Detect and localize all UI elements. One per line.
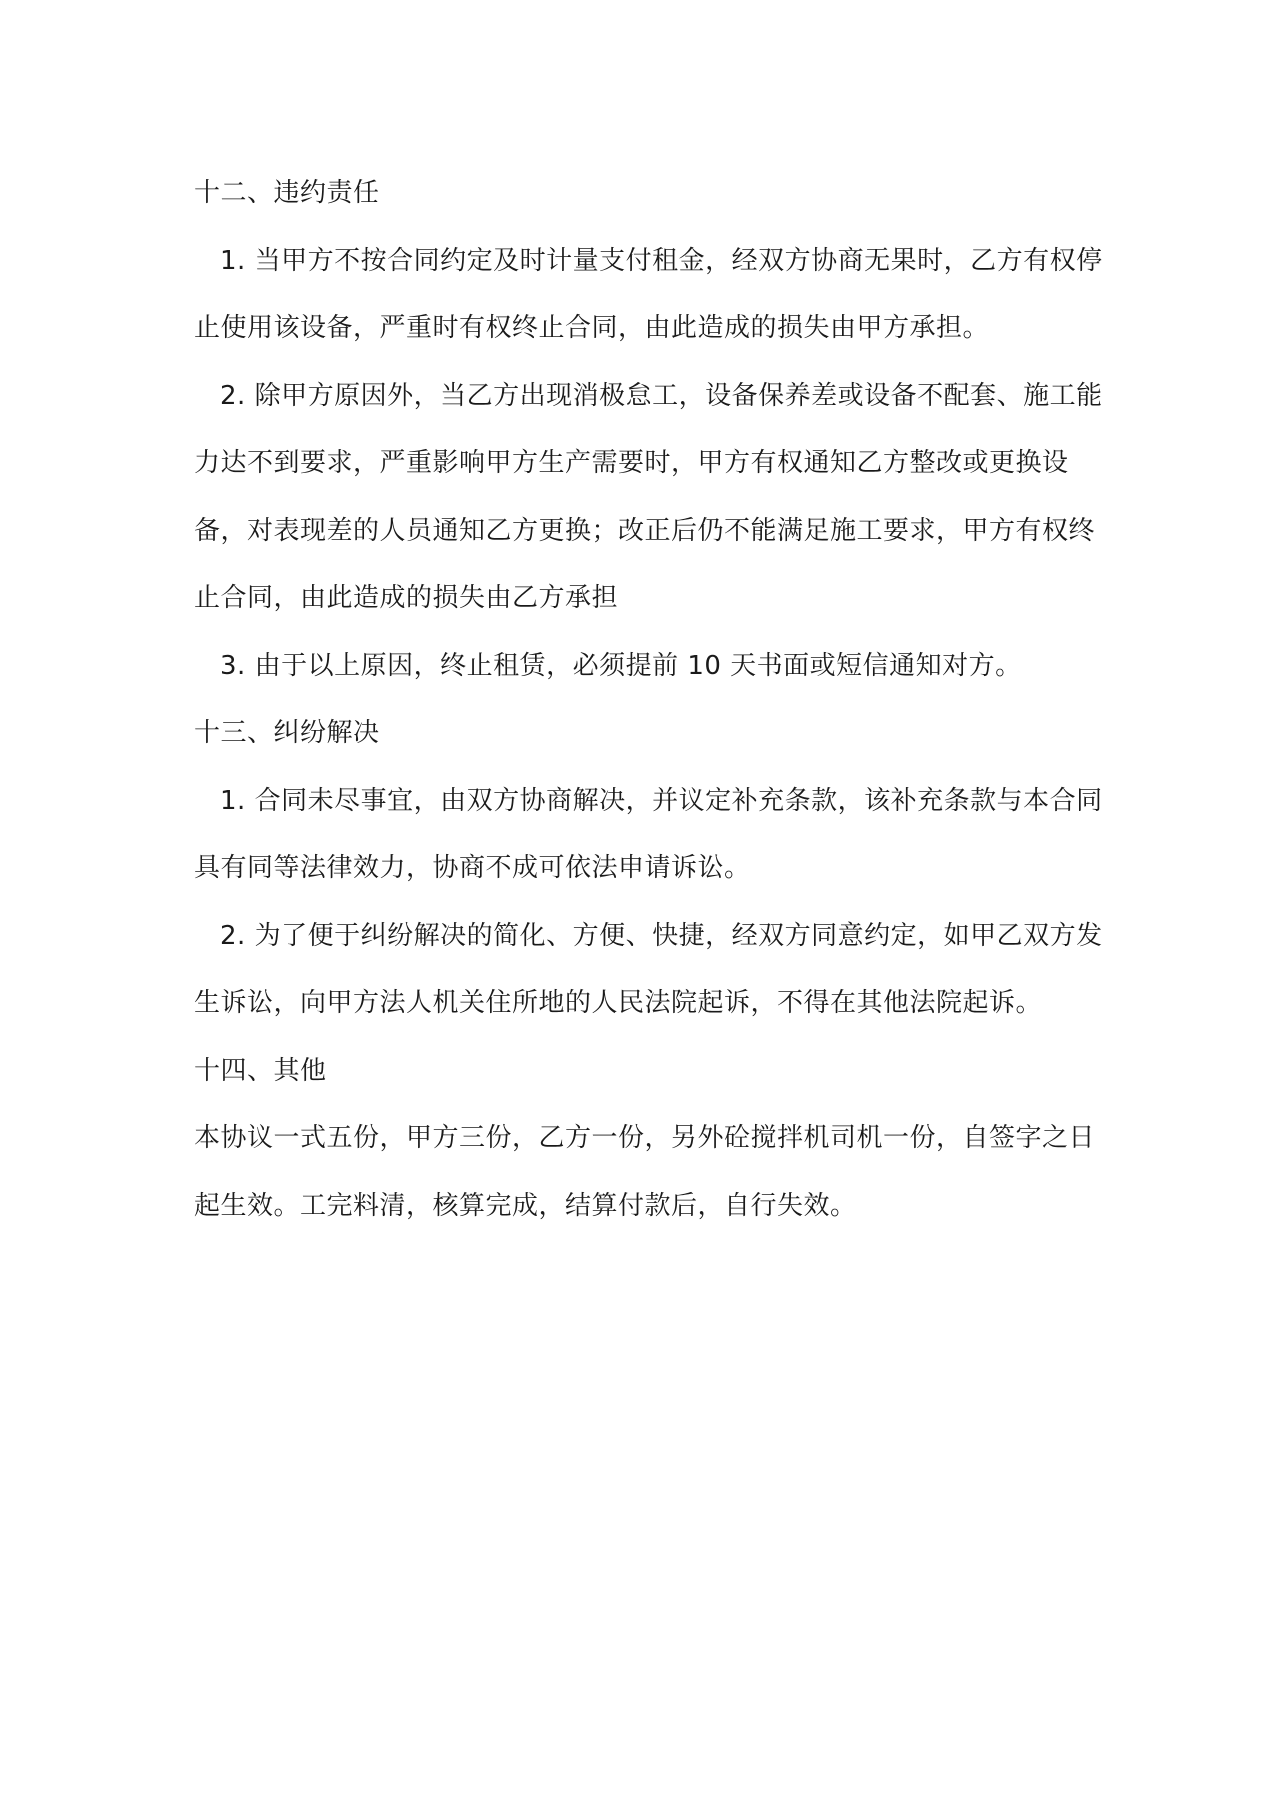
- clause-13-2-line-2: 生诉讼，向甲方法人机关住所地的人民法院起诉，不得在其他法院起诉。: [194, 988, 1043, 1018]
- section-heading-other: 十四、其他: [194, 1055, 327, 1086]
- clause-13-1-line-1: 1. 合同未尽事宜，由双方协商解决，并议定补充条款，该补充条款与本合同: [220, 785, 1103, 816]
- document-body: [194, 160, 1103, 1240]
- section-heading-dispute-resolution: 十三、纠纷解决: [194, 718, 380, 748]
- section-heading-breach-liability: 十二、违约责任: [194, 178, 380, 208]
- clause-13-2-line-1: 2. 为了便于纠纷解决的简化、方便、快捷，经双方同意约定，如甲乙双方发: [220, 920, 1103, 951]
- clause-14-line-1: 本协议一式五份，甲方三份，乙方一份，另外砼搅拌机司机一份，自签字之日: [194, 1123, 1096, 1153]
- clause-14-line-2: 起生效。工完料清，核算完成，结算付款后，自行失效。: [194, 1190, 857, 1221]
- clause-13-1-line-2: 具有同等法律效力，协商不成可依法申请诉讼。: [194, 853, 751, 883]
- clause-12-2-line-1: 2. 除甲方原因外，当乙方出现消极怠工，设备保养差或设备不配套、施工能: [220, 380, 1103, 411]
- clause-12-1-line-2: 止使用该设备，严重时有权终止合同，由此造成的损失由甲方承担。: [194, 313, 990, 343]
- clause-12-3-line-1: 3. 由于以上原因，终止租赁，必须提前 10 天书面或短信通知对方。: [220, 650, 1022, 681]
- clause-12-2-line-3: 备，对表现差的人员通知乙方更换；改正后仍不能满足施工要求，甲方有权终: [194, 515, 1096, 546]
- clause-12-2-line-2: 力达不到要求，严重影响甲方生产需要时，甲方有权通知乙方整改或更换设: [194, 448, 1069, 478]
- clause-12-1-line-1: 1. 当甲方不按合同约定及时计量支付租金，经双方协商无果时，乙方有权停: [220, 245, 1103, 276]
- clause-12-2-line-4: 止合同，由此造成的损失由乙方承担: [194, 583, 619, 613]
